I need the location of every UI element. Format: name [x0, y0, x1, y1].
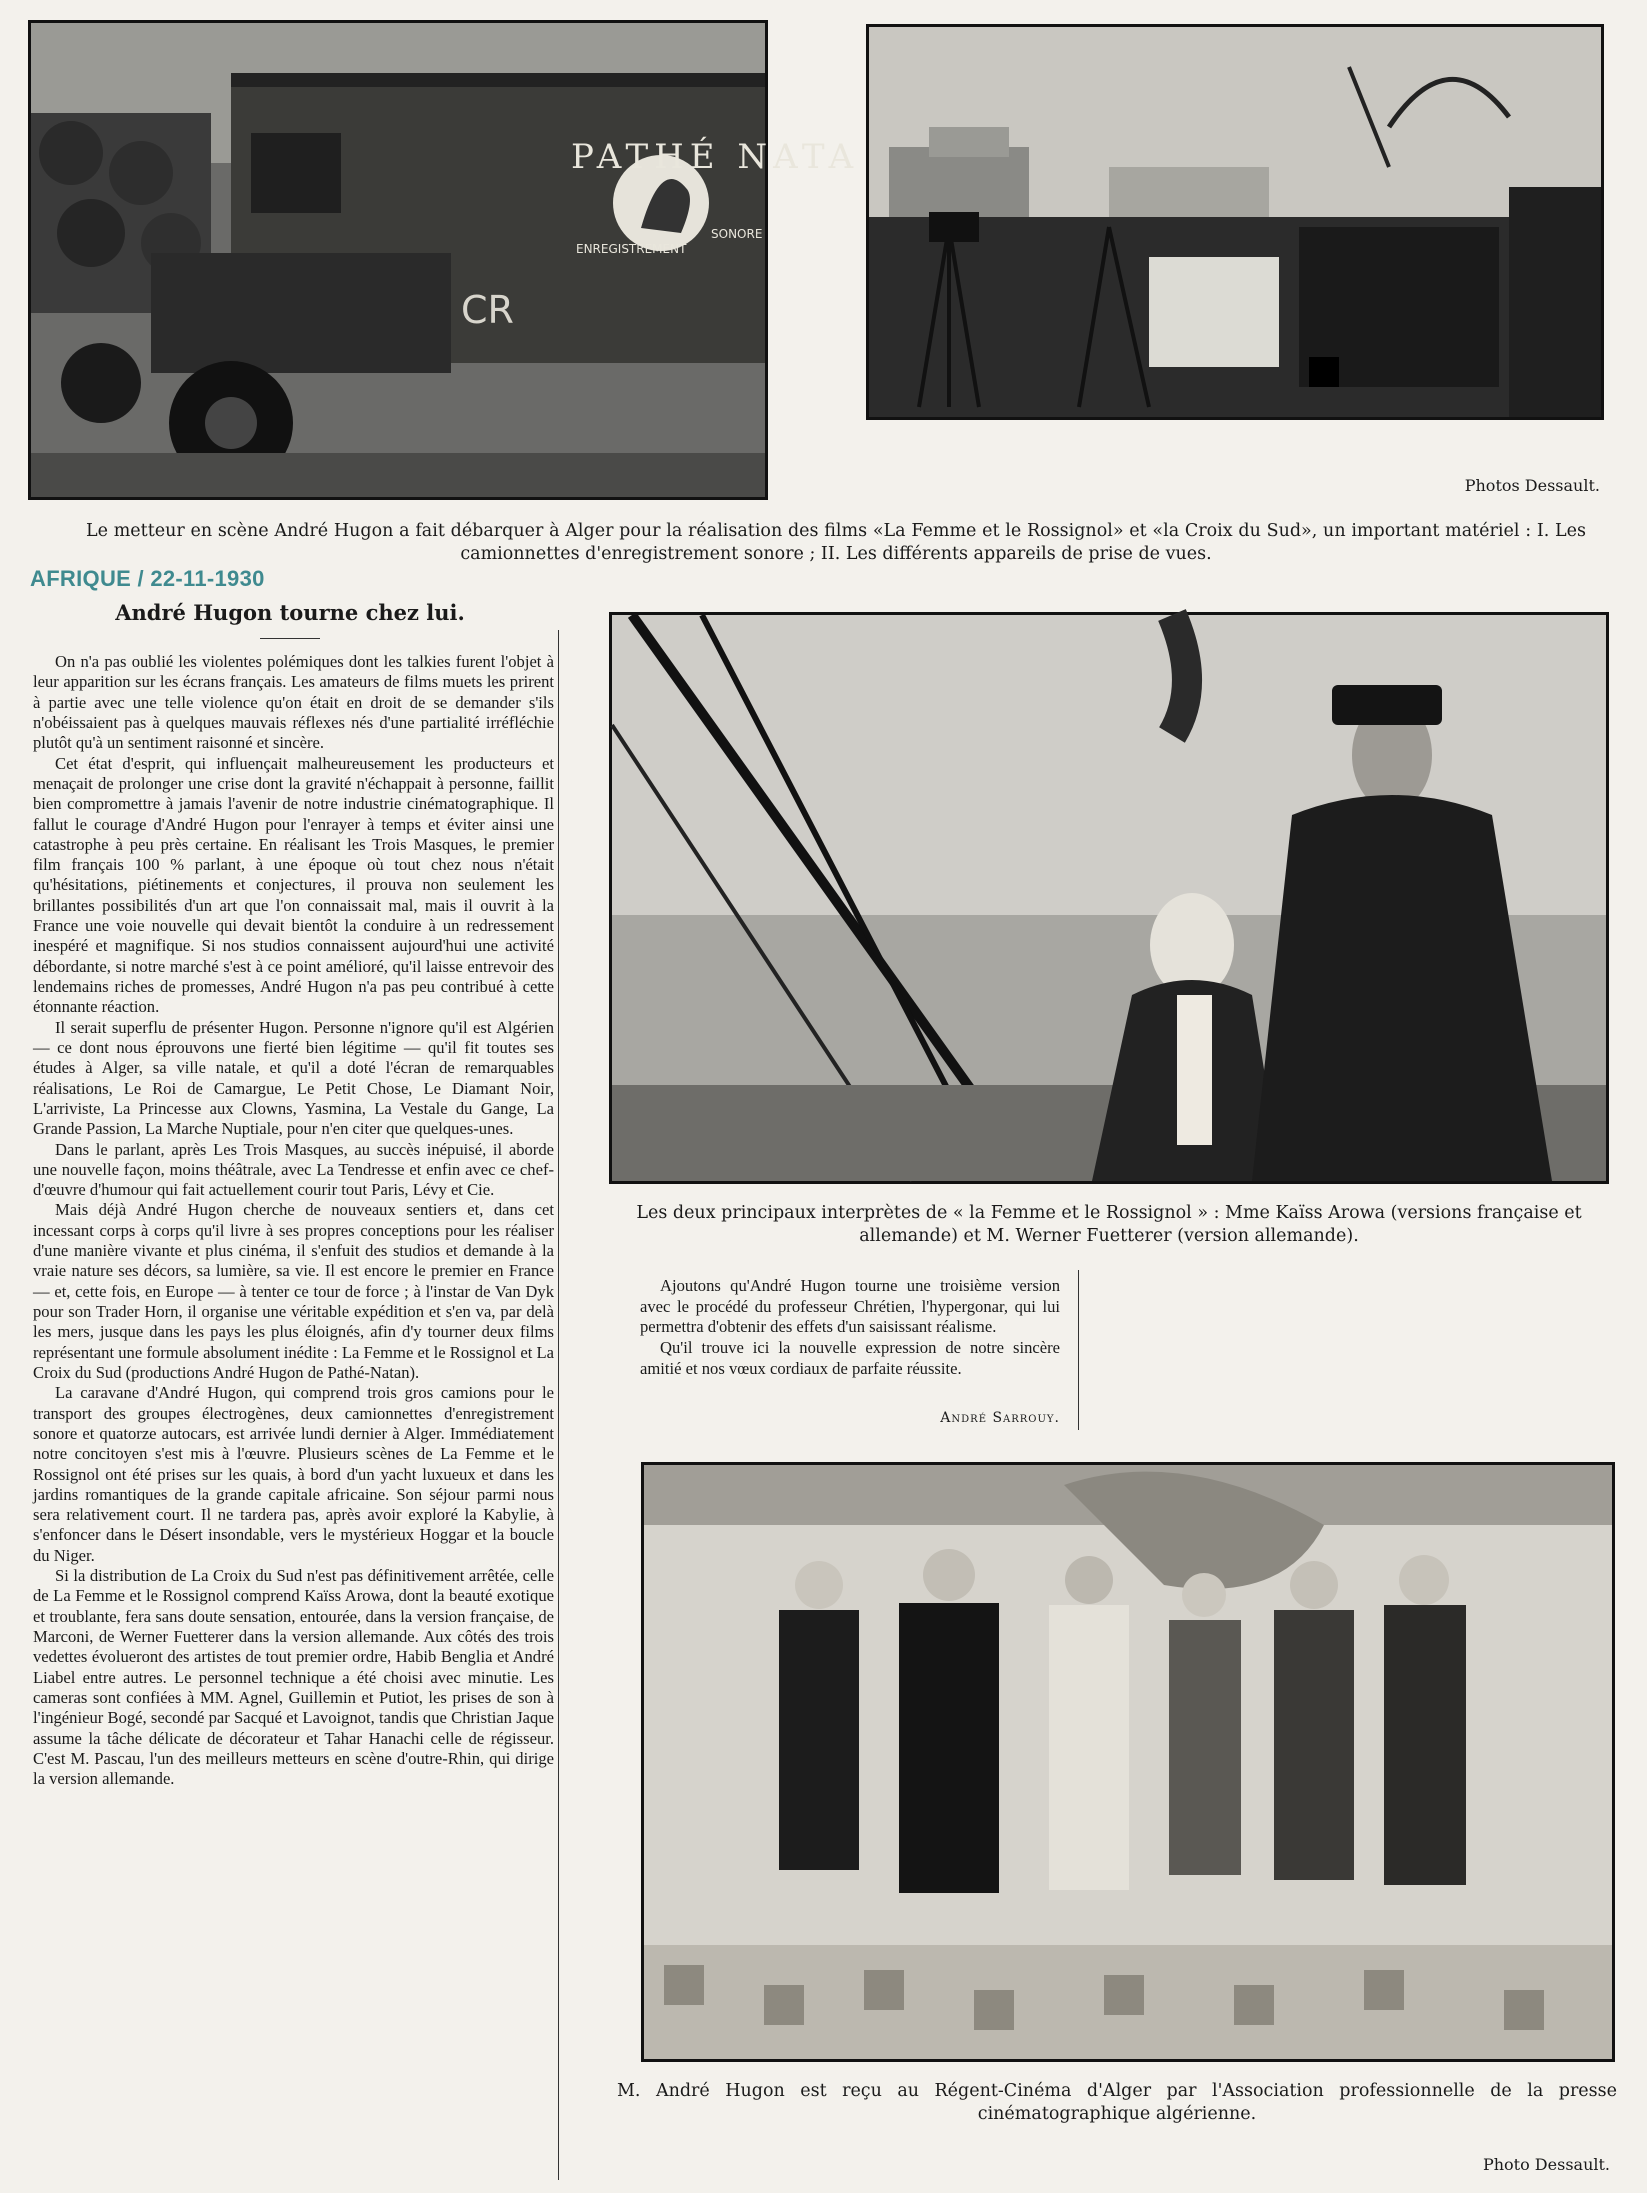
article-paragraph: Cet état d'esprit, qui influençait malheureusement les producteurs et menaçait de prolonger une crise dont la gravité n'échappait à personne, faillit bien compromettre à jamais l'avenir de notre industrie cinématographique. Il fallut le courage d'André Hugon pour l'enrayer à temps et éviter ainsi une catastrophe à peu près certaine. En réalisant les Trois Masques, le premier film français 100 % parlant, à une époque où tout chez nous n'était qu'hésitations, piétinements et conjectures, il prouva non seulement les brillantes possibilités d'un art que l'on connaissait mal, mais il ouvrit à la France une voie nouvelle qui devait bientôt la conduire à un redressement inespéré et magnifique. Si nos studios connaissent aujourd'hui une activité débordante, si notre marché s'est à ce point amélioré, qu'il laisse entrevoir des lendemains riches de promesses, André Hugon n'a pas peu contribué à cette étonnante réaction.	[33, 753, 554, 1017]
caption-middle: Les deux principaux interprètes de « la Femme et le Rossignol » : Mme Kaïss Arowa (versions française et allemande) et M. Werner Fuetterer (version allemande).	[636, 1203, 1582, 1246]
caption-top: Le metteur en scène André Hugon a fait débarquer à Alger pour la réalisation des films «La Femme et le Rossignol» et «la Croix du Sud», un important matériel : I. Les camionnettes d'enregistrement sonore ; II. Les différents appareils de prise de vues.	[86, 521, 1586, 564]
camera-image	[869, 27, 1601, 417]
truck-sub-right: SONORE	[711, 227, 763, 241]
title-divider	[260, 638, 320, 639]
article-paragraph: Dans le parlant, après Les Trois Masques, au succès inépuisé, il aborde une nouvelle façon, moins théâtrale, avec La Tendresse et enfin avec ce chef-d'œuvre d'humour qui fait actuellement courir tout Paris, Lévy et Cie.	[33, 1139, 554, 1200]
article-continuation	[640, 1276, 1060, 1380]
truck-logo-cr: CR	[461, 288, 514, 332]
article-paragraph: Si la distribution de La Croix du Sud n'est pas définitivement arrêtée, celle de La Femme et le Rossignol comprend Kaïss Arowa, dont la beauté exotique et troublante, fera sans doute sensation, entourée, dans la version française, de Marconi, de Werner Fuetterer dans la version allemande. Aux côtés des trois vedettes évolueront des artistes de tout premier ordre, Habib Benglia et André Liabel entre autres. Le personnel technique a été choisi avec minutie. Les cameras sont confiées à MM. Agnel, Guillemin et Putiot, les prises de son à l'ingénieur Bogé, secondé par Sacqué et Lavoignot, tandis que Christian Jaque assume la tâche délicate de décorateur et Tahar Hanachi celle de régisseur. C'est M. Pascau, l'un des meilleurs metteurs en scène d'outre-Rhin, qui dirige la version allemande.	[33, 1566, 554, 1789]
photo-camera-equipment	[866, 24, 1604, 420]
article-paragraph: La caravane d'André Hugon, qui comprend trois gros camions pour le transport des groupes électrogènes, deux camionnettes d'enregistrement sonore et quatorze autocars, est arrivée lundi dernier à Alger. Immédiatement notre concitoyen s'est mis à l'œuvre. Plusieurs scènes de La Femme et le Rossignol ont été prises sur les quais, à bord d'un yacht luxueux et dans les jardins romantiques de la grande capitale africaine. Son séjour parmi nous sera relativement court. Il ne tardera pas, après avoir exploré la Kabylie, à s'enfoncer dans le Désert insondable, vers le mystérieux Hoggar et la boucle du Niger.	[33, 1383, 554, 1565]
truck-lettering: PATHÉ NATA	[571, 137, 860, 177]
photo-recording-truck	[28, 20, 860, 500]
side-rule	[1078, 1270, 1079, 1430]
article-paragraph: Il serait superflu de présenter Hugon. Personne n'ignore qu'il est Algérien — ce dont nous éprouvons une fierté bien légitime — qu'il fit toutes ses études à Alger, sa ville natale, et qu'il a doté l'écran de remarquables réalisations, Le Roi de Camargue, Le Petit Chose, Le Diamant Noir, L'arriviste, La Princesse aux Clowns, Yasmina, La Vestale du Gange, La Grande Passion, La Marche Nuptiale, pour n'en citer que quelques-unes.	[33, 1017, 554, 1139]
side-paragraph: Ajoutons qu'André Hugon tourne une troisième version avec le procédé du professeur Chrétien, l'hypergonar, qui lui permettra d'obtenir des effets d'un saisissant réalisme.	[640, 1276, 1060, 1337]
photo-credit-top: Photos Dessault.	[1464, 476, 1600, 495]
article-paragraph: Mais déjà André Hugon cherche de nouveaux sentiers et, dans cet incessant corps à corps qu'il livre à ses propres conceptions pour les réaliser d'une manière vivante et plus cinéma, il s'enfuit des studios et demande à la vraie nature ses décors, sa lumière, sa vie. Il est encore le premier en France — et, cette fois, en Europe — à tenter ce tour de force ; à l'instar de Van Dyk pour son Trader Horn, il organise une véritable expédition et s'en va, par delà les mers, jusque dans les pays les plus éloignés, afin d'y tourner deux films représentant une formule absolument inédite : La Femme et le Rossignol et La Croix du Sud (productions André Hugon de Pathé-Natan).	[33, 1200, 554, 1382]
author-signature: André Sarrouy.	[940, 1410, 1060, 1426]
article-paragraph: On n'a pas oublié les violentes polémiques dont les talkies furent l'objet à leur apparition sur les écrans français. Les amateurs de films muets les prirent à partie avec une telle violence qu'on était en droit de se demander s'ils n'obéissaient pas à quelques mauvais réflexes nés d'une partialité irréfléchie plutôt qu'à un sentiment raisonné et sincère.	[33, 652, 554, 753]
photo-group-reception	[641, 1462, 1615, 2062]
caption-bottom: M. André Hugon est reçu au Régent-Cinéma d'Alger par l'Association professionnelle de la presse cinématographique algérienne.	[617, 2081, 1617, 2124]
actors-image	[612, 615, 1606, 1181]
truck-sub-left: ENREGISTREMENT	[576, 242, 687, 256]
article-title: André Hugon tourne chez lui.	[115, 600, 465, 625]
article-body	[33, 652, 554, 2184]
side-paragraph: Qu'il trouve ici la nouvelle expression de notre sincère amitié et nos vœux cordiaux de parfaite réussite.	[640, 1338, 1060, 1378]
photo-credit-bottom: Photo Dessault.	[1482, 2155, 1610, 2174]
column-rule	[558, 630, 559, 2180]
source-tag: AFRIQUE / 22-11-1930	[30, 566, 265, 591]
truck-image	[31, 23, 860, 497]
photo-lead-actors	[609, 612, 1609, 1184]
group-image	[644, 1465, 1612, 2059]
